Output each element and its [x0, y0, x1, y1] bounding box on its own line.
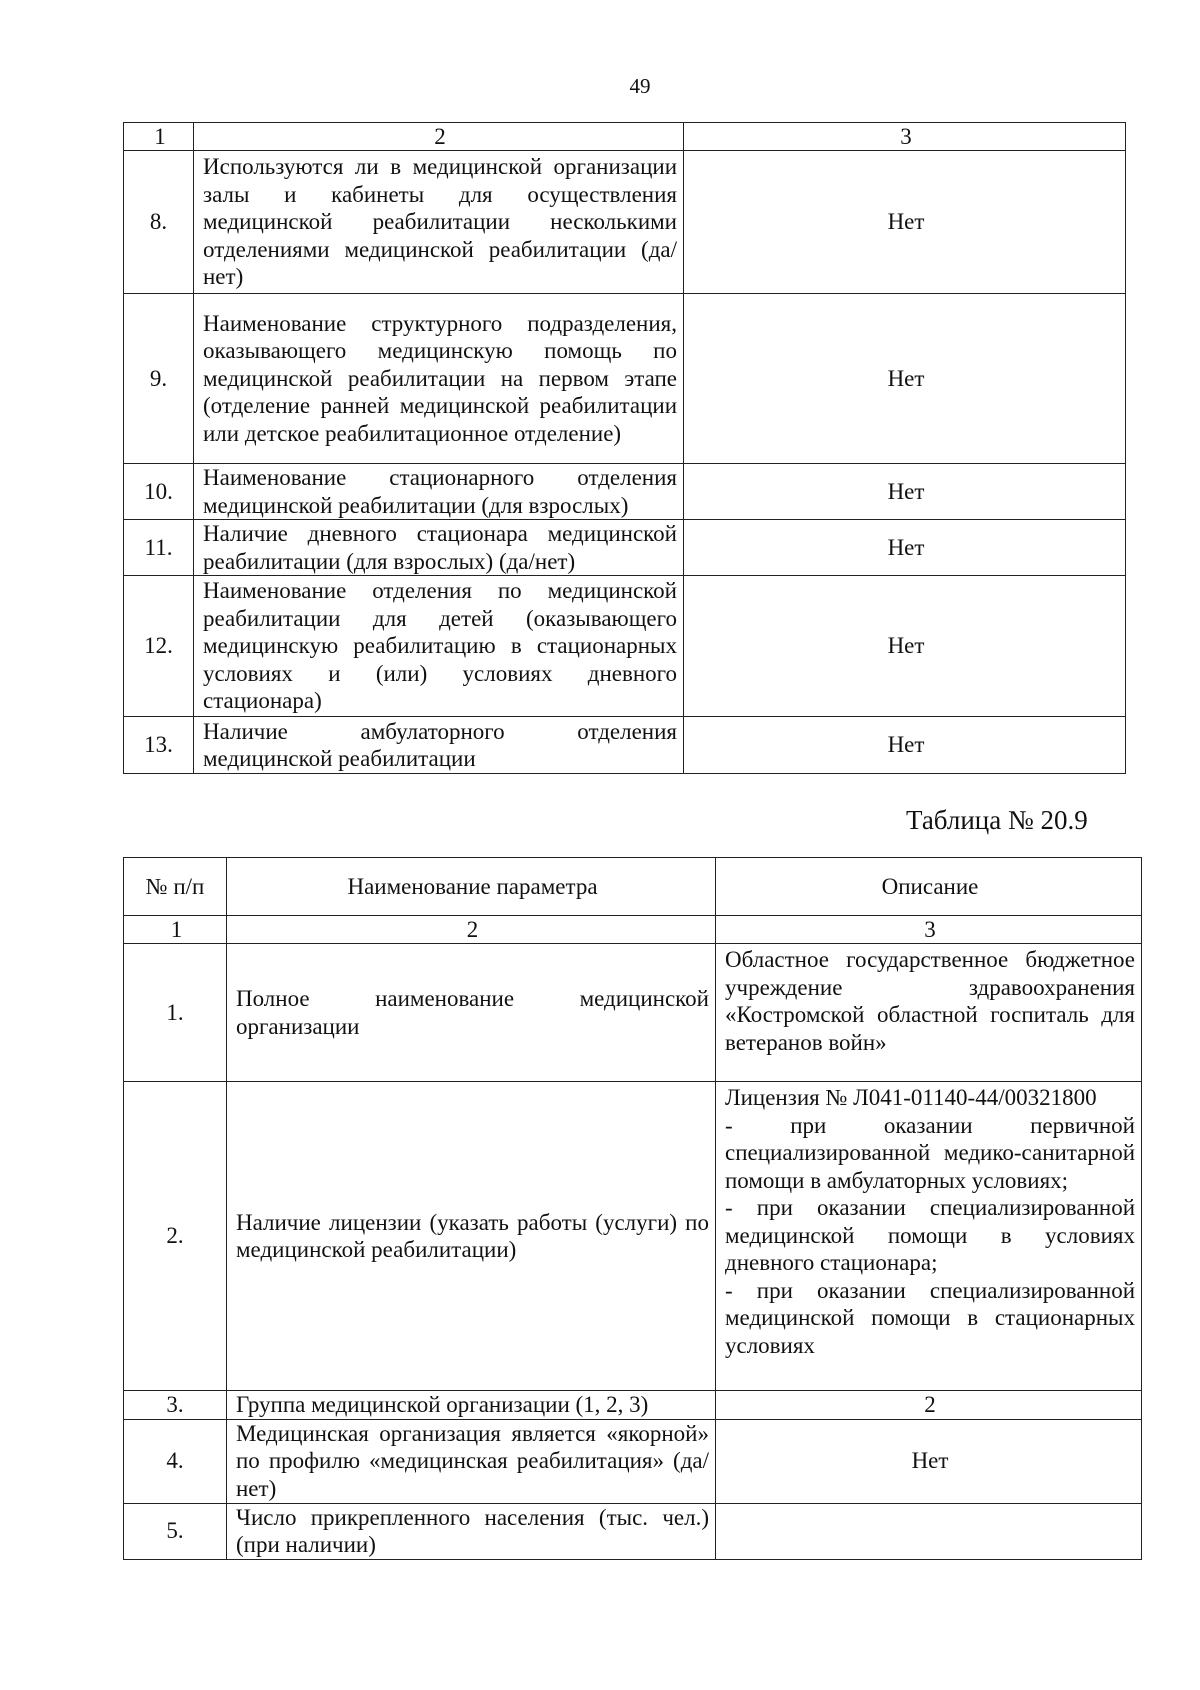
value-cell: Нет — [684, 294, 1126, 464]
table-row — [124, 464, 1126, 520]
row-number: 9. — [124, 294, 194, 464]
description-cell — [716, 1082, 1142, 1391]
table-row — [124, 294, 1126, 464]
license-item: - при оказании специализированной медицинской помощи в условиях дневного стационара; — [725, 1195, 1135, 1275]
parameter-text: Наличие лицензии (указать работы (услуги) по медицинской реабилитации) — [227, 1082, 716, 1391]
table-row — [124, 1391, 1142, 1420]
value-cell: 2 — [716, 1391, 1142, 1420]
table-row — [124, 1503, 1142, 1559]
row-number: 8. — [124, 151, 194, 294]
table-continuation — [123, 122, 1126, 774]
parameters-table — [123, 857, 1142, 1560]
table-header-row — [124, 858, 1142, 916]
header-description: Описание — [716, 858, 1142, 916]
table-row — [124, 1082, 1142, 1391]
description-line: Областное государственное бюджетное учреждение здравоохранения «Костромской областной госпиталь для ветеранов войн» — [725, 947, 1135, 1055]
column-index: 3 — [716, 916, 1142, 944]
value-cell: Нет — [684, 151, 1126, 294]
parameter-text: Наличие дневного стационара медицинской реабилитации (для взрослых) (да/нет) — [194, 520, 684, 576]
parameter-text: Наименование отделения по медицинской реабилитации для детей (оказывающего медицинскую реабилитацию в стационарных условиях и (или) условиях дневного стационара) — [194, 576, 684, 717]
license-item: - при оказании первичной специализированной медико-санитарной помощи в амбулаторных условиях; — [725, 1112, 1135, 1193]
row-number: 10. — [124, 464, 194, 520]
parameter-text: Число прикрепленного населения (тыс. чел.) (при наличии) — [227, 1503, 716, 1559]
license-number: Лицензия № Л041-01140-44/00321800 — [725, 1085, 1097, 1110]
table-row — [124, 717, 1126, 774]
license-item: - при оказании специализированной медицинской помощи в стационарных условиях — [725, 1277, 1135, 1358]
column-index: 2 — [194, 123, 684, 151]
header-number: № п/п — [124, 858, 227, 916]
table-row — [124, 520, 1126, 576]
table-row — [124, 1419, 1142, 1503]
row-number: 11. — [124, 520, 194, 576]
parameter-text: Наименование структурного подразделения, оказывающего медицинскую помощь по медицинской реабилитации на первом этапе (отделение ранней медицинской реабилитации или детское реабилитационное отделение) — [194, 294, 684, 464]
row-number: 4. — [124, 1419, 227, 1503]
table-row — [124, 944, 1142, 1082]
value-cell: Нет — [684, 520, 1126, 576]
row-number: 12. — [124, 576, 194, 717]
table-index-row — [124, 123, 1126, 151]
column-index: 3 — [684, 123, 1126, 151]
parameter-text: Медицинская организация является «якорной» по профилю «медицинская реабилитация» (да/нет) — [227, 1419, 716, 1503]
value-cell: Нет — [716, 1419, 1142, 1503]
header-parameter: Наименование параметра — [227, 858, 716, 916]
parameter-text: Наличие амбулаторного отделения медицинской реабилитации — [194, 717, 684, 774]
column-index: 1 — [124, 123, 194, 151]
column-index: 2 — [227, 916, 716, 944]
value-cell: Нет — [684, 717, 1126, 774]
row-number: 2. — [124, 1082, 227, 1391]
row-number: 1. — [124, 944, 227, 1082]
table-caption: Таблица № 20.9 — [906, 805, 1088, 835]
row-number: 5. — [124, 1503, 227, 1559]
value-cell: Нет — [684, 464, 1126, 520]
page-number: 49 — [629, 74, 651, 98]
table-row — [124, 576, 1126, 717]
parameter-text: Полное наименование медицинской организации — [227, 944, 716, 1082]
value-cell — [716, 1503, 1142, 1559]
table-index-row — [124, 916, 1142, 944]
row-number: 13. — [124, 717, 194, 774]
table-row — [124, 151, 1126, 294]
value-cell: Нет — [684, 576, 1126, 717]
column-index: 1 — [124, 916, 227, 944]
parameter-text: Наименование стационарного отделения медицинской реабилитации (для взрослых) — [194, 464, 684, 520]
description-cell — [716, 944, 1142, 1082]
parameter-text: Используются ли в медицинской организации залы и кабинеты для осуществления медицинской реабилитации несколькими отделениями медицинской реабилитации (да/нет) — [194, 151, 684, 294]
parameter-text: Группа медицинской организации (1, 2, 3) — [227, 1391, 716, 1420]
row-number: 3. — [124, 1391, 227, 1420]
